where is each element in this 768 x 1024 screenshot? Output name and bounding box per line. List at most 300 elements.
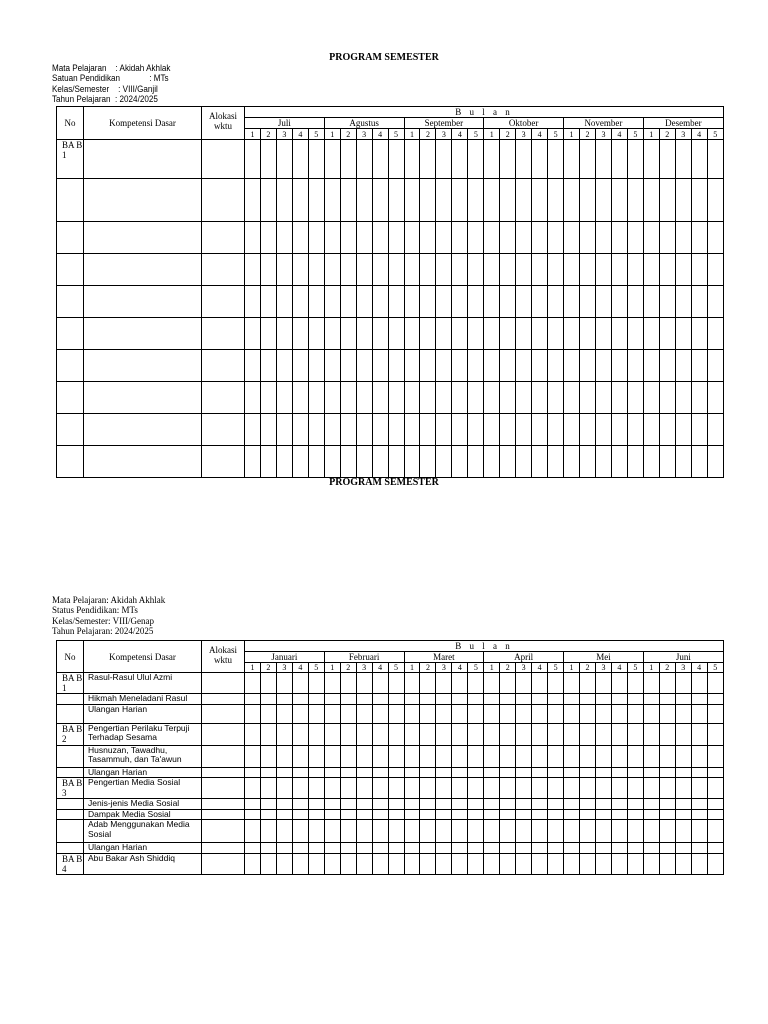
week-cell	[356, 767, 372, 778]
week-number: 4	[611, 663, 627, 673]
week-number: 2	[340, 663, 356, 673]
week-cell	[436, 853, 452, 874]
week-cell	[707, 254, 723, 286]
week-cell	[276, 778, 292, 799]
week-cell	[245, 140, 261, 179]
week-cell	[659, 820, 675, 843]
month-header: Januari	[245, 652, 325, 663]
week-number: 2	[500, 663, 516, 673]
week-cell	[372, 673, 388, 694]
week-cell	[340, 799, 356, 810]
week-cell	[420, 799, 436, 810]
week-cell	[308, 140, 324, 179]
week-cell	[452, 820, 468, 843]
week-cell	[627, 318, 643, 350]
row-alokasi	[202, 843, 245, 854]
week-cell	[516, 286, 532, 318]
sem1-info-subject: Mata Pelajaran : Akidah Akhlak	[52, 63, 171, 73]
week-cell	[388, 446, 404, 478]
week-cell	[356, 723, 372, 745]
week-cell	[276, 723, 292, 745]
row-alokasi	[202, 446, 245, 478]
week-cell	[580, 446, 596, 478]
week-cell	[452, 809, 468, 820]
week-cell	[643, 704, 659, 723]
week-cell	[580, 843, 596, 854]
table-row	[57, 286, 724, 318]
week-cell	[532, 179, 548, 222]
week-cell	[260, 778, 276, 799]
week-cell	[420, 254, 436, 286]
col-header-bulan: B u l a n	[245, 107, 724, 118]
week-number: 3	[675, 663, 691, 673]
week-cell	[532, 694, 548, 705]
row-alokasi	[202, 222, 245, 254]
week-cell	[643, 820, 659, 843]
week-cell	[420, 286, 436, 318]
row-kompetensi	[84, 382, 202, 414]
week-cell	[292, 179, 308, 222]
week-cell	[245, 723, 261, 745]
sem1-info	[52, 63, 170, 105]
week-cell	[484, 382, 500, 414]
week-cell	[643, 694, 659, 705]
week-cell	[548, 140, 564, 179]
week-cell	[532, 414, 548, 446]
week-cell	[643, 179, 659, 222]
table-row	[57, 853, 724, 874]
week-cell	[452, 694, 468, 705]
sem1-schedule-table	[56, 106, 724, 478]
week-number: 5	[468, 129, 484, 140]
week-cell	[548, 723, 564, 745]
week-number: 5	[707, 129, 723, 140]
week-cell	[611, 843, 627, 854]
week-cell	[260, 843, 276, 854]
week-cell	[516, 820, 532, 843]
week-cell	[500, 767, 516, 778]
week-cell	[308, 778, 324, 799]
week-cell	[691, 799, 707, 810]
week-cell	[707, 414, 723, 446]
row-alokasi	[202, 745, 245, 767]
table-row	[57, 809, 724, 820]
week-cell	[372, 843, 388, 854]
week-cell	[340, 318, 356, 350]
week-cell	[468, 799, 484, 810]
week-cell	[548, 222, 564, 254]
week-cell	[675, 446, 691, 478]
month-header: Juni	[643, 652, 723, 663]
week-cell	[659, 778, 675, 799]
week-cell	[691, 694, 707, 705]
week-cell	[627, 446, 643, 478]
week-cell	[340, 694, 356, 705]
week-cell	[452, 179, 468, 222]
week-cell	[484, 140, 500, 179]
week-cell	[627, 350, 643, 382]
week-cell	[595, 673, 611, 694]
week-number: 3	[356, 129, 372, 140]
week-cell	[627, 843, 643, 854]
month-header: Juli	[245, 118, 325, 129]
week-cell	[308, 179, 324, 222]
table-row	[57, 140, 724, 179]
week-cell	[260, 799, 276, 810]
week-cell	[564, 382, 580, 414]
row-kompetensi: Rasul-Rasul Ulul Azmi	[84, 673, 202, 694]
week-cell	[260, 179, 276, 222]
week-cell	[420, 179, 436, 222]
week-cell	[245, 286, 261, 318]
row-kompetensi: Ulangan Harian	[84, 843, 202, 854]
row-kompetensi: Jenis-jenis Media Sosial	[84, 799, 202, 810]
week-cell	[516, 673, 532, 694]
week-cell	[276, 286, 292, 318]
week-number: 5	[707, 663, 723, 673]
week-cell	[627, 673, 643, 694]
week-cell	[436, 767, 452, 778]
col-header-bulan: B u l a n	[245, 641, 724, 652]
week-cell	[532, 673, 548, 694]
week-cell	[420, 704, 436, 723]
week-cell	[452, 745, 468, 767]
week-number: 3	[675, 129, 691, 140]
week-cell	[292, 382, 308, 414]
week-cell	[643, 799, 659, 810]
week-cell	[611, 745, 627, 767]
week-cell	[548, 778, 564, 799]
week-cell	[452, 318, 468, 350]
week-cell	[484, 286, 500, 318]
week-cell	[500, 222, 516, 254]
week-cell	[643, 673, 659, 694]
week-cell	[532, 382, 548, 414]
week-cell	[324, 318, 340, 350]
week-cell	[340, 286, 356, 318]
week-cell	[659, 140, 675, 179]
week-cell	[404, 853, 420, 874]
week-cell	[420, 853, 436, 874]
week-number: 5	[388, 663, 404, 673]
row-bab-number	[57, 254, 84, 286]
row-bab-number	[57, 286, 84, 318]
week-cell	[308, 318, 324, 350]
week-cell	[436, 382, 452, 414]
week-cell	[404, 809, 420, 820]
week-cell	[532, 222, 548, 254]
row-alokasi	[202, 820, 245, 843]
week-cell	[356, 843, 372, 854]
week-cell	[500, 843, 516, 854]
week-cell	[404, 673, 420, 694]
week-cell	[468, 179, 484, 222]
week-cell	[372, 286, 388, 318]
row-alokasi	[202, 414, 245, 446]
week-cell	[691, 414, 707, 446]
week-cell	[340, 704, 356, 723]
week-cell	[388, 222, 404, 254]
week-cell	[532, 446, 548, 478]
week-cell	[643, 843, 659, 854]
week-number: 4	[372, 129, 388, 140]
week-number: 3	[356, 663, 372, 673]
week-cell	[340, 853, 356, 874]
week-cell	[260, 853, 276, 874]
week-cell	[564, 446, 580, 478]
week-cell	[484, 222, 500, 254]
week-cell	[643, 318, 659, 350]
week-cell	[404, 778, 420, 799]
week-cell	[245, 799, 261, 810]
week-cell	[420, 778, 436, 799]
table-row	[57, 673, 724, 694]
week-cell	[675, 254, 691, 286]
week-cell	[372, 694, 388, 705]
week-cell	[420, 843, 436, 854]
week-cell	[611, 179, 627, 222]
week-cell	[404, 446, 420, 478]
week-cell	[404, 140, 420, 179]
week-cell	[500, 704, 516, 723]
week-cell	[707, 694, 723, 705]
week-number: 3	[595, 663, 611, 673]
week-cell	[564, 704, 580, 723]
week-cell	[372, 350, 388, 382]
week-cell	[245, 820, 261, 843]
week-cell	[659, 745, 675, 767]
week-cell	[245, 414, 261, 446]
week-cell	[627, 414, 643, 446]
table-row	[57, 222, 724, 254]
week-cell	[340, 254, 356, 286]
week-cell	[675, 820, 691, 843]
week-cell	[468, 446, 484, 478]
week-cell	[595, 778, 611, 799]
week-cell	[611, 673, 627, 694]
row-alokasi	[202, 778, 245, 799]
month-header: April	[484, 652, 564, 663]
week-cell	[675, 843, 691, 854]
week-cell	[356, 778, 372, 799]
week-cell	[691, 809, 707, 820]
week-cell	[548, 318, 564, 350]
week-cell	[324, 222, 340, 254]
week-cell	[356, 853, 372, 874]
week-cell	[308, 820, 324, 843]
week-number: 1	[643, 663, 659, 673]
week-cell	[484, 843, 500, 854]
row-bab-number	[57, 694, 84, 705]
week-cell	[468, 318, 484, 350]
sem1-info-year: Tahun Pelajaran : 2024/2025	[52, 94, 158, 105]
week-cell	[500, 350, 516, 382]
week-cell	[707, 809, 723, 820]
week-cell	[308, 254, 324, 286]
week-number: 2	[580, 663, 596, 673]
week-cell	[420, 809, 436, 820]
week-cell	[691, 446, 707, 478]
week-cell	[404, 414, 420, 446]
week-cell	[611, 140, 627, 179]
week-cell	[643, 809, 659, 820]
week-cell	[500, 799, 516, 810]
week-cell	[292, 414, 308, 446]
week-cell	[532, 778, 548, 799]
week-number: 4	[452, 129, 468, 140]
row-alokasi	[202, 140, 245, 179]
week-cell	[691, 767, 707, 778]
week-cell	[516, 350, 532, 382]
week-cell	[340, 350, 356, 382]
week-cell	[532, 140, 548, 179]
table-row	[57, 820, 724, 843]
week-cell	[436, 723, 452, 745]
row-bab-number	[57, 222, 84, 254]
week-cell	[516, 179, 532, 222]
week-number: 1	[564, 129, 580, 140]
week-cell	[308, 799, 324, 810]
week-cell	[372, 318, 388, 350]
week-cell	[643, 723, 659, 745]
week-cell	[436, 745, 452, 767]
week-cell	[404, 799, 420, 810]
week-cell	[659, 254, 675, 286]
week-cell	[564, 723, 580, 745]
week-cell	[372, 222, 388, 254]
week-cell	[611, 820, 627, 843]
week-number: 1	[484, 663, 500, 673]
week-cell	[516, 723, 532, 745]
week-cell	[707, 704, 723, 723]
week-cell	[595, 286, 611, 318]
week-number: 1	[245, 663, 261, 673]
week-cell	[532, 745, 548, 767]
week-cell	[292, 704, 308, 723]
week-number: 2	[659, 663, 675, 673]
week-number: 2	[500, 129, 516, 140]
week-cell	[245, 350, 261, 382]
week-cell	[308, 286, 324, 318]
week-cell	[404, 382, 420, 414]
week-cell	[691, 745, 707, 767]
week-cell	[276, 820, 292, 843]
week-cell	[292, 853, 308, 874]
week-cell	[324, 286, 340, 318]
week-cell	[356, 286, 372, 318]
week-cell	[324, 446, 340, 478]
week-cell	[484, 853, 500, 874]
week-cell	[707, 843, 723, 854]
week-cell	[516, 446, 532, 478]
week-cell	[340, 767, 356, 778]
row-bab-number: BA B 3	[57, 778, 84, 799]
week-cell	[388, 853, 404, 874]
week-cell	[356, 140, 372, 179]
row-bab-number	[57, 318, 84, 350]
week-number: 1	[564, 663, 580, 673]
week-cell	[468, 745, 484, 767]
week-cell	[308, 694, 324, 705]
week-number: 3	[516, 663, 532, 673]
table-row	[57, 694, 724, 705]
week-cell	[276, 140, 292, 179]
col-header-no: No	[57, 641, 84, 673]
week-cell	[468, 694, 484, 705]
week-cell	[245, 382, 261, 414]
week-cell	[404, 179, 420, 222]
week-cell	[356, 318, 372, 350]
week-cell	[580, 350, 596, 382]
week-cell	[500, 179, 516, 222]
month-header: Mei	[564, 652, 644, 663]
week-cell	[245, 704, 261, 723]
week-cell	[611, 350, 627, 382]
week-cell	[308, 382, 324, 414]
week-cell	[468, 767, 484, 778]
table-row	[57, 350, 724, 382]
row-kompetensi: Husnuzan, Tawadhu, Tasammuh, dan Ta'awun	[84, 745, 202, 767]
row-alokasi	[202, 767, 245, 778]
week-cell	[324, 704, 340, 723]
week-cell	[340, 179, 356, 222]
week-cell	[659, 350, 675, 382]
row-bab-number: BA B 2	[57, 723, 84, 745]
week-cell	[532, 723, 548, 745]
week-cell	[276, 809, 292, 820]
week-cell	[643, 222, 659, 254]
week-cell	[260, 140, 276, 179]
week-cell	[372, 254, 388, 286]
week-cell	[532, 704, 548, 723]
week-cell	[388, 286, 404, 318]
week-cell	[580, 809, 596, 820]
week-cell	[532, 853, 548, 874]
week-cell	[627, 809, 643, 820]
week-cell	[707, 140, 723, 179]
week-cell	[548, 745, 564, 767]
week-cell	[292, 723, 308, 745]
week-cell	[484, 179, 500, 222]
week-number: 4	[611, 129, 627, 140]
week-cell	[500, 140, 516, 179]
week-cell	[340, 673, 356, 694]
row-alokasi	[202, 853, 245, 874]
week-cell	[580, 853, 596, 874]
week-cell	[308, 446, 324, 478]
week-cell	[388, 723, 404, 745]
week-number: 5	[627, 129, 643, 140]
row-kompetensi: Ulangan Harian	[84, 767, 202, 778]
week-cell	[260, 704, 276, 723]
week-cell	[484, 723, 500, 745]
week-cell	[675, 286, 691, 318]
week-cell	[675, 778, 691, 799]
week-cell	[468, 673, 484, 694]
week-cell	[245, 853, 261, 874]
week-cell	[484, 704, 500, 723]
week-cell	[564, 799, 580, 810]
row-kompetensi: Pengertian Perilaku Terpuji Terhadap Sesama	[84, 723, 202, 745]
week-cell	[420, 222, 436, 254]
week-cell	[595, 414, 611, 446]
row-kompetensi: Pengertian Media Sosial	[84, 778, 202, 799]
week-cell	[484, 350, 500, 382]
week-cell	[595, 745, 611, 767]
week-cell	[356, 673, 372, 694]
month-header: November	[564, 118, 644, 129]
week-cell	[452, 414, 468, 446]
